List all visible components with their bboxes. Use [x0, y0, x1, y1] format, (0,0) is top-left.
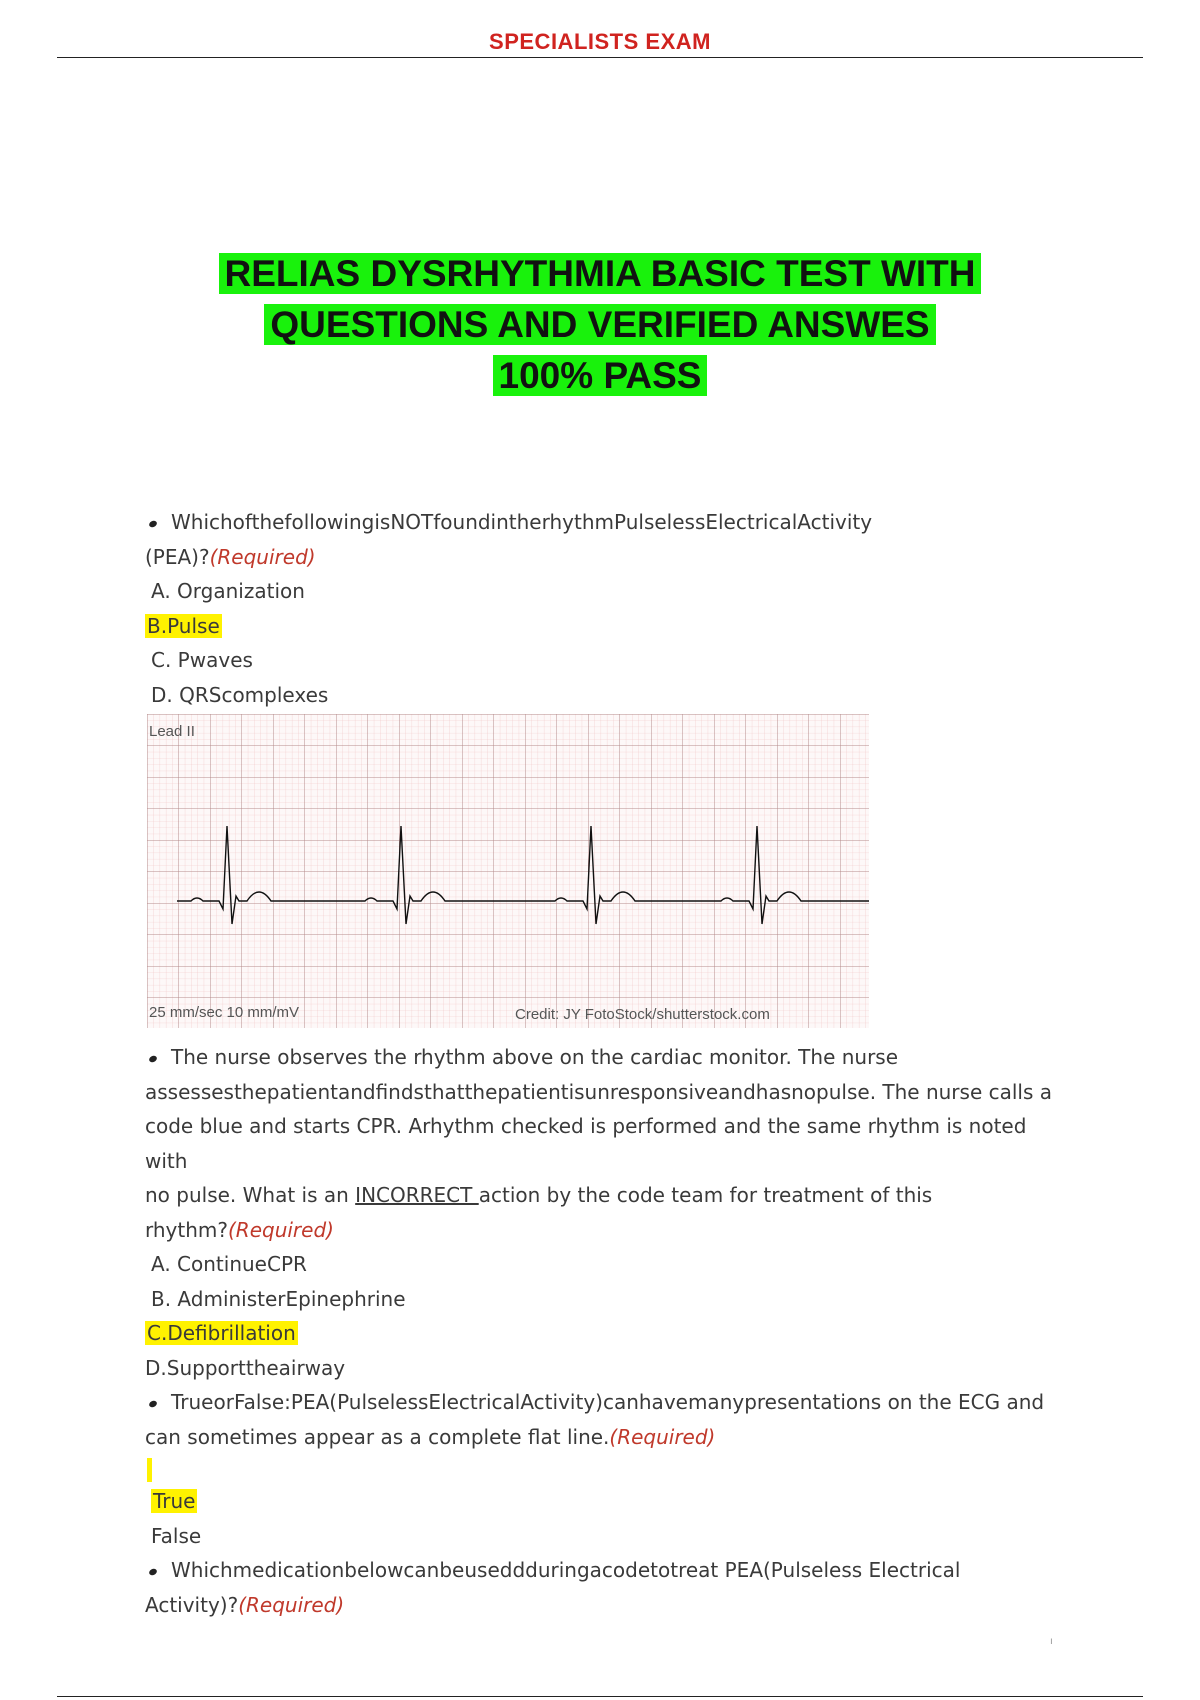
q2-line4-pre: no pulse. What is an	[145, 1183, 356, 1207]
ecg-speed-label: 25 mm/sec 10 mm/mV	[149, 1004, 300, 1021]
q3-line2: can sometimes appear as a complete flat line.	[145, 1424, 610, 1449]
q2-option-b: B. AdministerEpinephrine	[151, 1286, 406, 1311]
required-label: (Required)	[238, 1592, 345, 1617]
header-title: SPECIALISTS EXAM	[489, 29, 711, 54]
question-4	[145, 1553, 1065, 1588]
q1-option-b-answer: B.Pulse	[147, 613, 220, 638]
q2-incorrect-emphasis: INCORRECT	[355, 1183, 479, 1207]
q3-option-false: False	[151, 1523, 202, 1548]
q2-line5: rhythm?	[145, 1217, 228, 1242]
bullet-icon	[148, 519, 158, 528]
bullet-icon	[148, 1399, 158, 1408]
ecg-strip-image	[147, 714, 869, 1028]
question-2	[145, 1040, 1065, 1075]
bullet-icon	[148, 1567, 158, 1576]
q1-text-line2: (PEA)?	[145, 544, 210, 569]
ecg-grid	[147, 714, 869, 1028]
required-label: (Required)	[609, 1424, 716, 1449]
q1-option-a: A. Organization	[151, 579, 305, 603]
q2-option-a: A. ContinueCPR	[151, 1252, 307, 1276]
q2-line3: code blue and starts CPR. Arhythm checked is performed and the same rhythm is noted with	[145, 1114, 1027, 1173]
title-line-3: 100% PASS	[493, 355, 708, 396]
title-line-1: RELIAS DYSRHYTHMIA BASIC TEST WITH	[219, 253, 982, 294]
page-mark: ı	[1050, 1636, 1053, 1647]
questions-content	[145, 505, 1065, 1622]
q2-line1: The nurse observes the rhythm above on the cardiac monitor. The nurse	[171, 1045, 899, 1069]
required-label: (Required)	[209, 544, 316, 569]
question-3	[145, 1385, 1065, 1420]
q4-line1: Whichmedicationbelowcanbeuseddduringacodetotreat PEA(Pulseless Electrical	[171, 1558, 961, 1582]
q1-text-line1: WhichofthefollowingisNOTfoundintherhythmPulselessElectricalActivity	[171, 510, 873, 534]
footer-rule	[57, 1696, 1143, 1697]
ecg-credit: Credit: JY FotoStock/shutterstock.com	[515, 1006, 770, 1023]
q2-option-c-answer: C.Defibrillation	[147, 1321, 296, 1345]
q4-line2: Activity)?	[145, 1592, 239, 1617]
required-label: (Required)	[228, 1217, 334, 1242]
q2-line2: assessesthepatientandfindsthatthepatientisunresponsiveandhasnopulse. The nurse calls a	[145, 1079, 1053, 1104]
bullet-icon	[148, 1054, 158, 1063]
q3-option-true-answer: True	[153, 1489, 196, 1513]
q3-line1: TrueorFalse:PEA(PulselessElectricalActivity)canhavemanypresentations on the ECG and	[171, 1390, 1045, 1414]
ecg-svg	[147, 714, 869, 1028]
q1-option-d: D. QRScomplexes	[151, 682, 329, 707]
title-line-2: QUESTIONS AND VERIFIED ANSWES	[264, 304, 935, 345]
q2-option-d: D.Supporttheairway	[145, 1355, 346, 1380]
highlight-cursor-mark	[147, 1458, 152, 1482]
q2-line4-post: action by the code team for treatment of this	[478, 1183, 933, 1207]
document-title	[0, 248, 1200, 401]
ecg-lead-label: Lead II	[149, 723, 195, 740]
q1-option-c: C. Pwaves	[151, 648, 253, 672]
question-1	[145, 505, 1065, 540]
header-rule	[57, 57, 1143, 58]
